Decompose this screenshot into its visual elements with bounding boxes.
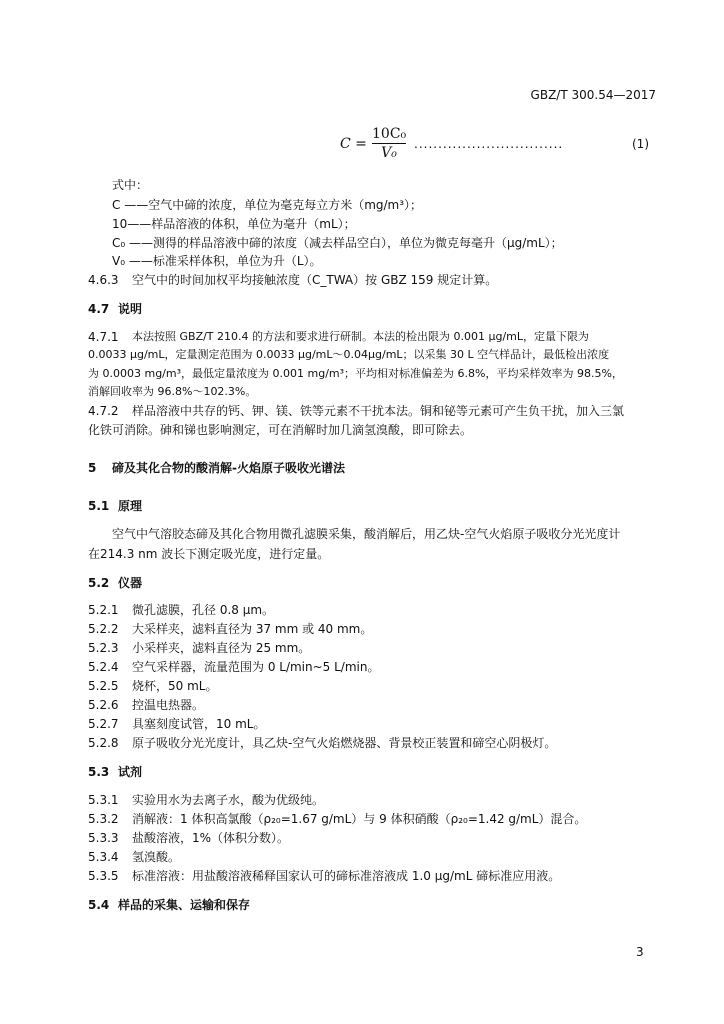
formula-leader-dots: ............................... bbox=[414, 137, 564, 151]
clause-number: 5.2.6 bbox=[88, 698, 119, 712]
section-title: 仪器 bbox=[118, 576, 143, 590]
where-intro: 式中： bbox=[112, 178, 149, 192]
section-title: 原理 bbox=[118, 499, 143, 513]
clause-number: 5.3.4 bbox=[88, 850, 119, 864]
standard-code-header: GBZ/T 300.54—2017 bbox=[530, 88, 656, 102]
clause-text: 大采样夹，滤料直径为 37 mm 或 40 mm。 bbox=[132, 622, 373, 636]
formula-number: (1) bbox=[632, 137, 649, 151]
paragraph-line: 空气中气溶胶态碲及其化合物用微孔滤膜采集，酸消解后，用乙炔-空气火焰原子吸收分光光度计 bbox=[112, 527, 621, 541]
clause-number: 5.2.5 bbox=[88, 679, 119, 693]
section-number: 4.7 bbox=[88, 302, 110, 316]
section-number: 5.1 bbox=[88, 499, 110, 513]
paragraph-line: 在214.3 nm 波长下测定吸光度，进行定量。 bbox=[88, 547, 330, 561]
where-item: C ——空气中碲的浓度，单位为毫克每立方米（mg/m³）； bbox=[112, 198, 423, 212]
section-number: 5.2 bbox=[88, 576, 110, 590]
chapter-number: 5 bbox=[88, 461, 97, 475]
chapter-title: 碲及其化合物的酸消解-火焰原子吸收光谱法 bbox=[112, 461, 345, 475]
clause-number: 5.3.3 bbox=[88, 831, 119, 845]
where-item: V₀ ——标准采样体积，单位为升（L）。 bbox=[112, 254, 322, 268]
clause-number: 5.2.3 bbox=[88, 641, 119, 655]
clause-number: 5.2.8 bbox=[88, 736, 119, 750]
clause-text: 盐酸溶液，1%（体积分数）。 bbox=[132, 831, 290, 845]
clause-text: 原子吸收分光光度计，具乙炔-空气火焰燃烧器、背景校正装置和碲空心阴极灯。 bbox=[132, 736, 557, 750]
clause-number: 4.7.1 bbox=[88, 330, 119, 344]
clause-text: 消解液：1 体积高氯酸（ρ₂₀=1.67 g/mL）与 9 体积硝酸（ρ₂₀=1.42 g/mL）混合。 bbox=[132, 812, 587, 826]
clause-text: 空气中的时间加权平均接触浓度（C_TWA）按 GBZ 159 规定计算。 bbox=[132, 273, 498, 287]
section-number: 5.3 bbox=[88, 765, 110, 779]
paragraph-line: 样品溶液中共存的钙、钾、镁、铁等元素不干扰本法。铜和铋等元素可产生负干扰，加入三氯 bbox=[132, 404, 625, 418]
formula-lhs: C = bbox=[340, 136, 367, 152]
clause-text: 烧杯，50 mL。 bbox=[132, 679, 218, 693]
paragraph-line: 为 0.0003 mg/m³，最低定量浓度为 0.001 mg/m³；平均相对标准偏差为 6.8%，平均采样效率为 98.5%， bbox=[88, 367, 623, 380]
clause-text: 具塞刻度试管，10 mL。 bbox=[132, 717, 266, 731]
clause-text: 控温电热器。 bbox=[132, 698, 205, 712]
paragraph-line: 消解回收率为 96.8%～102.3%。 bbox=[88, 385, 257, 398]
clause-text: 标准溶液：用盐酸溶液稀释国家认可的碲标准溶液成 1.0 μg/mL 碲标准应用液。 bbox=[132, 869, 561, 883]
section-title: 说明 bbox=[118, 302, 143, 316]
clause-number: 5.2.1 bbox=[88, 603, 119, 617]
paragraph-line: 0.0033 μg/mL，定量测定范围为 0.0033 μg/mL～0.04μg/mL；以采集 30 L 空气样品计，最低检出浓度 bbox=[88, 348, 610, 361]
clause-number: 5.2.2 bbox=[88, 622, 119, 636]
clause-number: 5.3.2 bbox=[88, 812, 119, 826]
formula-denominator: V₀ bbox=[381, 145, 397, 161]
clause-text: 实验用水为去离子水，酸为优级纯。 bbox=[132, 793, 325, 807]
clause-number: 5.3.5 bbox=[88, 869, 119, 883]
section-number: 5.4 bbox=[88, 898, 110, 912]
clause-number: 4.6.3 bbox=[88, 273, 119, 287]
where-item: 10——样品溶液的体积，单位为毫升（mL）； bbox=[112, 217, 356, 231]
clause-number: 5.2.4 bbox=[88, 660, 119, 674]
where-item: C₀ ——测得的样品溶液中碲的浓度（减去样品空白），单位为微克每毫升（μg/mL）； bbox=[112, 236, 563, 250]
clause-text: 氢溴酸。 bbox=[132, 850, 181, 864]
section-title: 试剂 bbox=[118, 765, 143, 779]
clause-number: 5.3.1 bbox=[88, 793, 119, 807]
clause-text: 小采样夹，滤料直径为 25 mm。 bbox=[132, 641, 311, 655]
formula-numerator: 10C₀ bbox=[372, 126, 407, 142]
clause-text: 微孔滤膜，孔径 0.8 μm。 bbox=[132, 603, 275, 617]
section-title: 样品的采集、运输和保存 bbox=[118, 898, 251, 912]
paragraph-line: 化铁可消除。砷和锑也影响测定，可在消解时加几滴氢溴酸，即可除去。 bbox=[88, 423, 473, 437]
clause-number: 4.7.2 bbox=[88, 404, 119, 418]
clause-text: 空气采样器，流量范围为 0 L/min~5 L/min。 bbox=[132, 660, 380, 674]
formula-fraction bbox=[372, 126, 406, 161]
clause-number: 5.2.7 bbox=[88, 717, 119, 731]
page-number: 3 bbox=[636, 945, 644, 959]
paragraph-line: 本法按照 GBZ/T 210.4 的方法和要求进行研制。本法的检出限为 0.001 μg/mL，定量下限为 bbox=[132, 330, 590, 343]
